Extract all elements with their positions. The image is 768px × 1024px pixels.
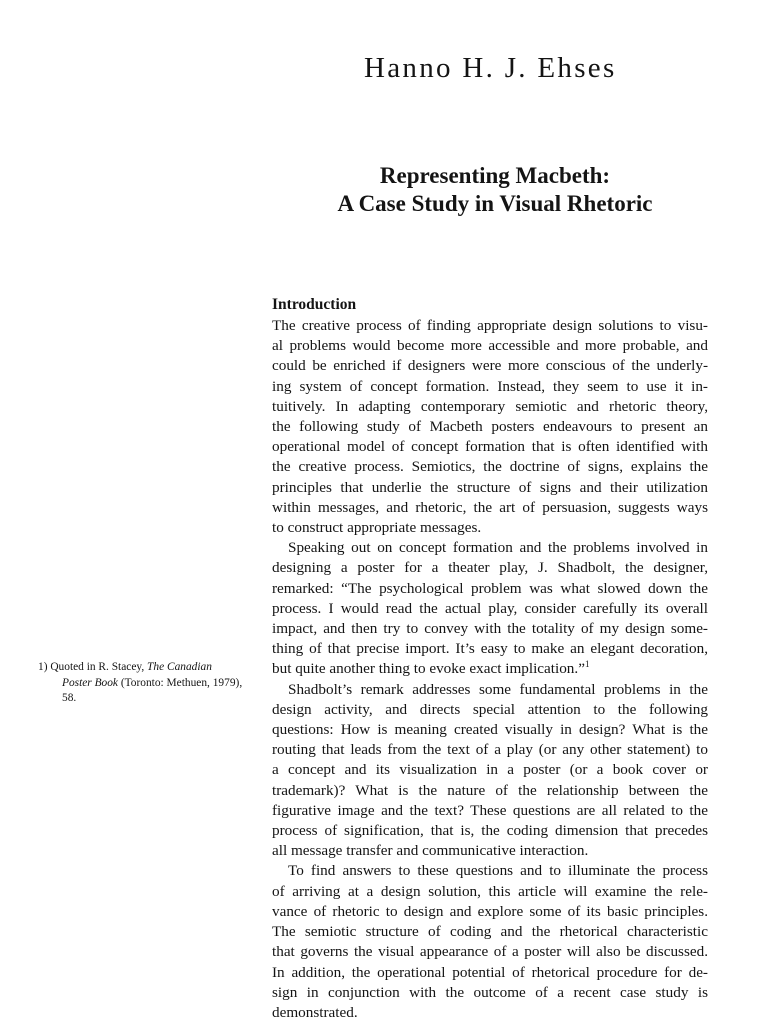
paragraph-1 xyxy=(272,316,708,538)
text-line: The creative process of finding appropriate design solutions to visu- xyxy=(272,317,708,334)
text-line: process. I would read the actual play, consider carefully its overall xyxy=(272,599,708,617)
body-text xyxy=(272,316,708,1023)
section-heading: Introduction xyxy=(272,296,357,313)
text-line: process of signification, that is, the coding dimension that precedes xyxy=(272,822,708,840)
footnote-marker: 1 xyxy=(584,659,590,670)
text-line: designing a poster for a theater play, J. Shadbolt, the designer, xyxy=(272,559,708,577)
text-line: that governs the visual appearance of a poster will also be discussed. xyxy=(272,943,708,961)
text-line: a concept and its visualization in a poster (or a book cover or xyxy=(272,761,708,779)
text-line: within messages, and rhetoric, the art of persuasion, suggests ways xyxy=(272,498,708,516)
text-line: In addition, the operational potential of rhetorical procedure for de- xyxy=(272,963,708,981)
text-line: To find answers to these questions and to illuminate the process xyxy=(288,862,708,880)
footnote-line xyxy=(38,676,260,692)
text-line: Speaking out on concept formation and the problems involved in xyxy=(288,539,708,557)
text-line: tuitively. In adapting contemporary semiotic and rhetoric theory, xyxy=(272,397,708,415)
article-title xyxy=(270,162,720,218)
author-name: Hanno H. J. Ehses xyxy=(364,52,617,84)
text-line: Shadbolt’s remark addresses some fundamental problems in the xyxy=(288,680,708,698)
footnote-line: 58. xyxy=(62,692,77,704)
text-line: to construct appropriate messages. xyxy=(272,519,482,537)
text-line: design activity, and directs special attention to the following xyxy=(272,700,708,718)
text-line: routing that leads from the text of a play (or any other statement) to xyxy=(272,741,708,759)
text-line: al problems would become more accessible and more probable, and xyxy=(272,337,708,355)
text-line: of arriving at a design solution, this article will examine the rele- xyxy=(272,882,708,900)
text-line: thing of that precise import. It’s easy to make an elegant decoration, xyxy=(272,640,708,658)
title-line-2: A Case Study in Visual Rhetoric xyxy=(337,191,653,216)
text-line: remarked: “The psychological problem was what slowed down the xyxy=(272,579,708,597)
text-line: impact, and then try to convey with the totality of my design some- xyxy=(272,620,708,638)
footnote-text: 1) Quoted in R. Stacey, xyxy=(38,661,148,673)
footnote-line xyxy=(38,660,260,676)
text-line: figurative image and the text? These questions are all related to the xyxy=(272,801,708,819)
footnote-text: (Toronto: Methuen, 1979), xyxy=(118,676,243,689)
footnote xyxy=(38,660,260,707)
text-line: vance of rhetoric to design and explore some of its basic principles. xyxy=(272,902,708,920)
text-line: The semiotic structure of coding and the rhetorical characteristic xyxy=(272,923,708,941)
text-line: could be enriched if designers were more conscious of the underly- xyxy=(272,357,708,375)
paragraph-4 xyxy=(272,861,708,1023)
text-line: all message transfer and communicative interaction. xyxy=(272,842,589,860)
text-line: principles that underlie the structure of signs and their utilization xyxy=(272,478,708,496)
text-line xyxy=(272,659,708,679)
text-line: operational model of concept formation that is often identified with xyxy=(272,438,708,456)
text-line: ing system of concept formation. Instead, they seem to use it in- xyxy=(272,377,708,395)
paragraph-3 xyxy=(272,680,708,862)
footnote-book-title: Poster Book xyxy=(62,676,118,689)
paragraph-2 xyxy=(272,538,708,679)
text-line: sign in conjunction with the outcome of a recent case study is xyxy=(272,983,708,1001)
text-line: the creative process. Semiotics, the doctrine of signs, explains the xyxy=(272,458,708,476)
title-line-1: Representing Macbeth: xyxy=(379,163,611,188)
text-line: demonstrated. xyxy=(272,1003,358,1021)
text-line: the following study of Macbeth posters endeavours to present an xyxy=(272,418,708,436)
text-line-content: but quite another thing to evoke exact implication.” xyxy=(272,660,585,678)
text-line: trademark)? What is the nature of the relationship between the xyxy=(272,781,708,799)
footnote-book-title: The Canadian xyxy=(147,661,212,673)
text-line: questions: How is meaning created visually in design? What is the xyxy=(272,721,708,739)
